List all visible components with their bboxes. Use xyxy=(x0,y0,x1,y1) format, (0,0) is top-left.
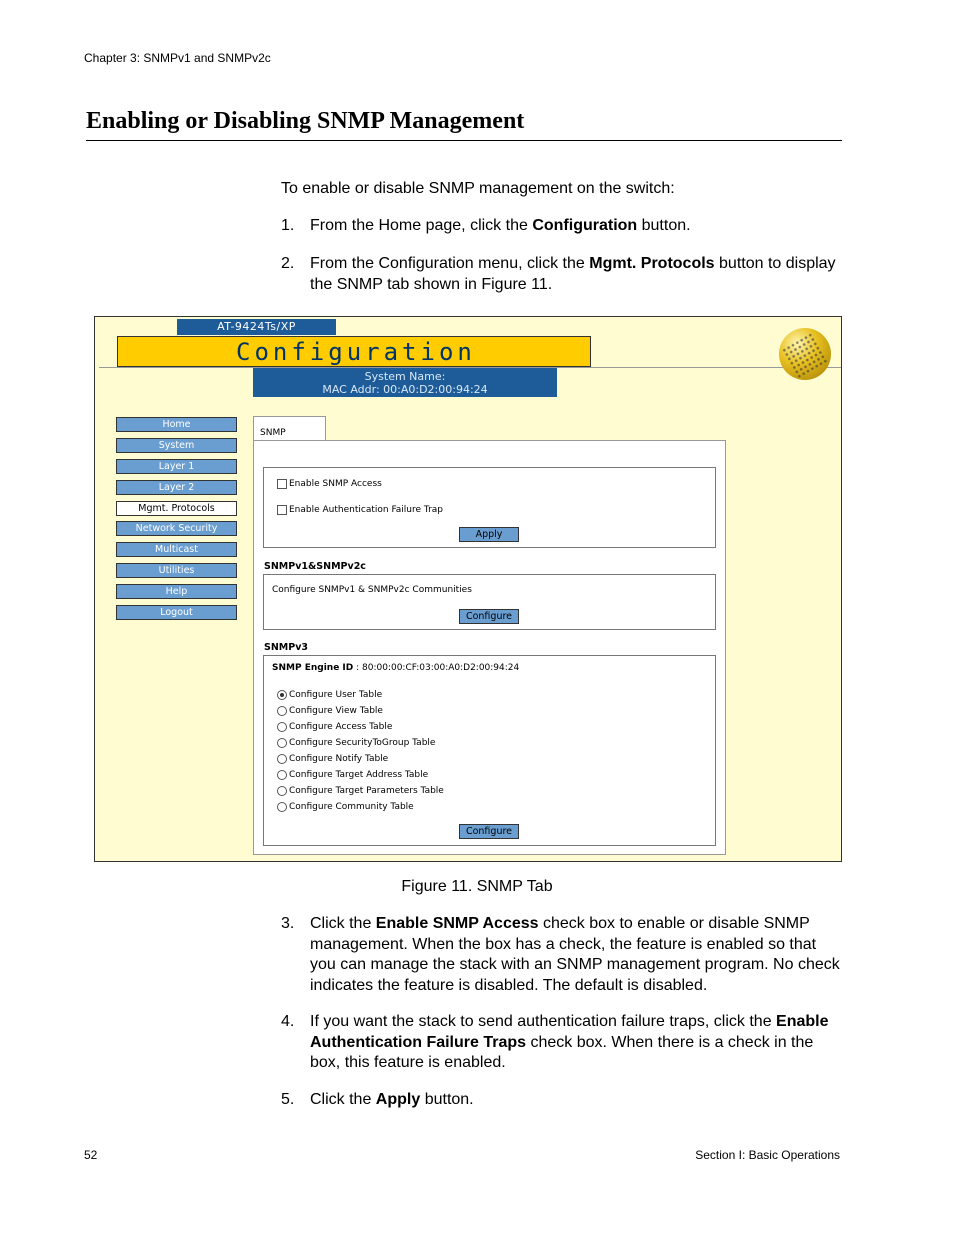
snmpv3-group xyxy=(263,655,716,846)
model-name: AT-9424Ts/XP xyxy=(177,319,336,335)
mac-address: MAC Addr: 00:A0:D2:00:94:24 xyxy=(322,383,488,396)
snmpv3-label: SNMPv3 xyxy=(264,642,309,653)
radio-target-address-table[interactable] xyxy=(277,770,287,780)
snmpv1-v2c-label: SNMPv1&SNMPv2c xyxy=(264,561,366,572)
nav-network-security-button[interactable]: Network Security xyxy=(116,521,237,536)
radio-securitytogroup-table[interactable] xyxy=(277,738,287,748)
nav-mgmt-protocols-button[interactable]: Mgmt. Protocols xyxy=(116,501,237,516)
nav-layer2-button[interactable]: Layer 2 xyxy=(116,480,237,495)
section-title: Enabling or Disabling SNMP Management xyxy=(86,108,525,134)
radio-target-parameters-table[interactable] xyxy=(277,786,287,796)
option-target-parameters-table: Configure Target Parameters Table xyxy=(289,786,444,796)
section-footer: Section I: Basic Operations xyxy=(695,1148,840,1162)
tab-snmp[interactable]: SNMP xyxy=(253,416,326,440)
configure-communities-button[interactable]: Configure xyxy=(459,609,519,624)
step-3-text: Click the Enable SNMP Access check box to enable or disable SNMP management. When the box has a check, the feature is enabled so that you can manage the stack with an SNMP management program. No check indicates the feature is disabled. The default is disabled. xyxy=(310,915,840,994)
enable-snmp-access-checkbox[interactable] xyxy=(277,479,287,489)
option-view-table: Configure View Table xyxy=(289,706,383,716)
nav-utilities-button[interactable]: Utilities xyxy=(116,563,237,578)
nav-logout-button[interactable]: Logout xyxy=(116,605,237,620)
title-rule xyxy=(86,140,842,141)
intro-text: To enable or disable SNMP management on the switch: xyxy=(281,180,675,197)
option-user-table: Configure User Table xyxy=(289,690,383,700)
system-info-box xyxy=(253,368,557,397)
running-header: Chapter 3: SNMPv1 and SNMPv2c xyxy=(84,51,271,65)
nav-home-button[interactable]: Home xyxy=(116,417,237,432)
nav-multicast-button[interactable]: Multicast xyxy=(116,542,237,557)
engine-id: SNMP Engine ID : 80:00:00:CF:03:00:A0:D2:00:94:24 xyxy=(272,663,520,673)
radio-access-table[interactable] xyxy=(277,722,287,732)
enable-auth-trap-label: Enable Authentication Failure Trap xyxy=(289,505,444,515)
system-name-label: System Name: xyxy=(364,370,446,383)
radio-user-table[interactable] xyxy=(277,690,287,700)
enable-auth-trap-checkbox[interactable] xyxy=(277,505,287,515)
radio-community-table[interactable] xyxy=(277,802,287,812)
step-3-number: 3. xyxy=(281,915,295,932)
step-1-number: 1. xyxy=(281,217,295,234)
snmp-screenshot-figure xyxy=(94,316,842,862)
option-access-table: Configure Access Table xyxy=(289,722,393,732)
option-community-table: Configure Community Table xyxy=(289,802,414,812)
radio-view-table[interactable] xyxy=(277,706,287,716)
figure-caption: Figure 11. SNMP Tab xyxy=(401,878,553,895)
apply-button[interactable]: Apply xyxy=(459,527,519,542)
nav-layer1-button[interactable]: Layer 1 xyxy=(116,459,237,474)
nav-help-button[interactable]: Help xyxy=(116,584,237,599)
option-securitytogroup-table: Configure SecurityToGroup Table xyxy=(289,738,436,748)
configure-snmpv3-button[interactable]: Configure xyxy=(459,824,519,839)
option-target-address-table: Configure Target Address Table xyxy=(289,770,429,780)
page-number: 52 xyxy=(84,1148,98,1162)
step-5-number: 5. xyxy=(281,1091,295,1108)
enable-snmp-access-label: Enable SNMP Access xyxy=(289,479,382,489)
step-4-number: 4. xyxy=(281,1013,295,1030)
option-notify-table: Configure Notify Table xyxy=(289,754,389,764)
configuration-banner: Configuration xyxy=(117,336,591,367)
step-1-text: From the Home page, click the Configuration button. xyxy=(310,217,691,234)
globe-logo-icon xyxy=(779,328,831,380)
step-4-text: If you want the stack to send authentication failure traps, click the Enable Authentication Failure Traps check box. When there is a check in the box, this feature is enabled. xyxy=(310,1013,829,1071)
step-2-text: From the Configuration menu, click the Mgmt. Protocols button to display the SNMP tab shown in Figure 11. xyxy=(310,255,836,293)
snmpv1-v2c-description: Configure SNMPv1 & SNMPv2c Communities xyxy=(272,585,472,595)
step-2-number: 2. xyxy=(281,255,295,272)
step-5-text: Click the Apply button. xyxy=(310,1091,474,1108)
radio-notify-table[interactable] xyxy=(277,754,287,764)
nav-system-button[interactable]: System xyxy=(116,438,237,453)
